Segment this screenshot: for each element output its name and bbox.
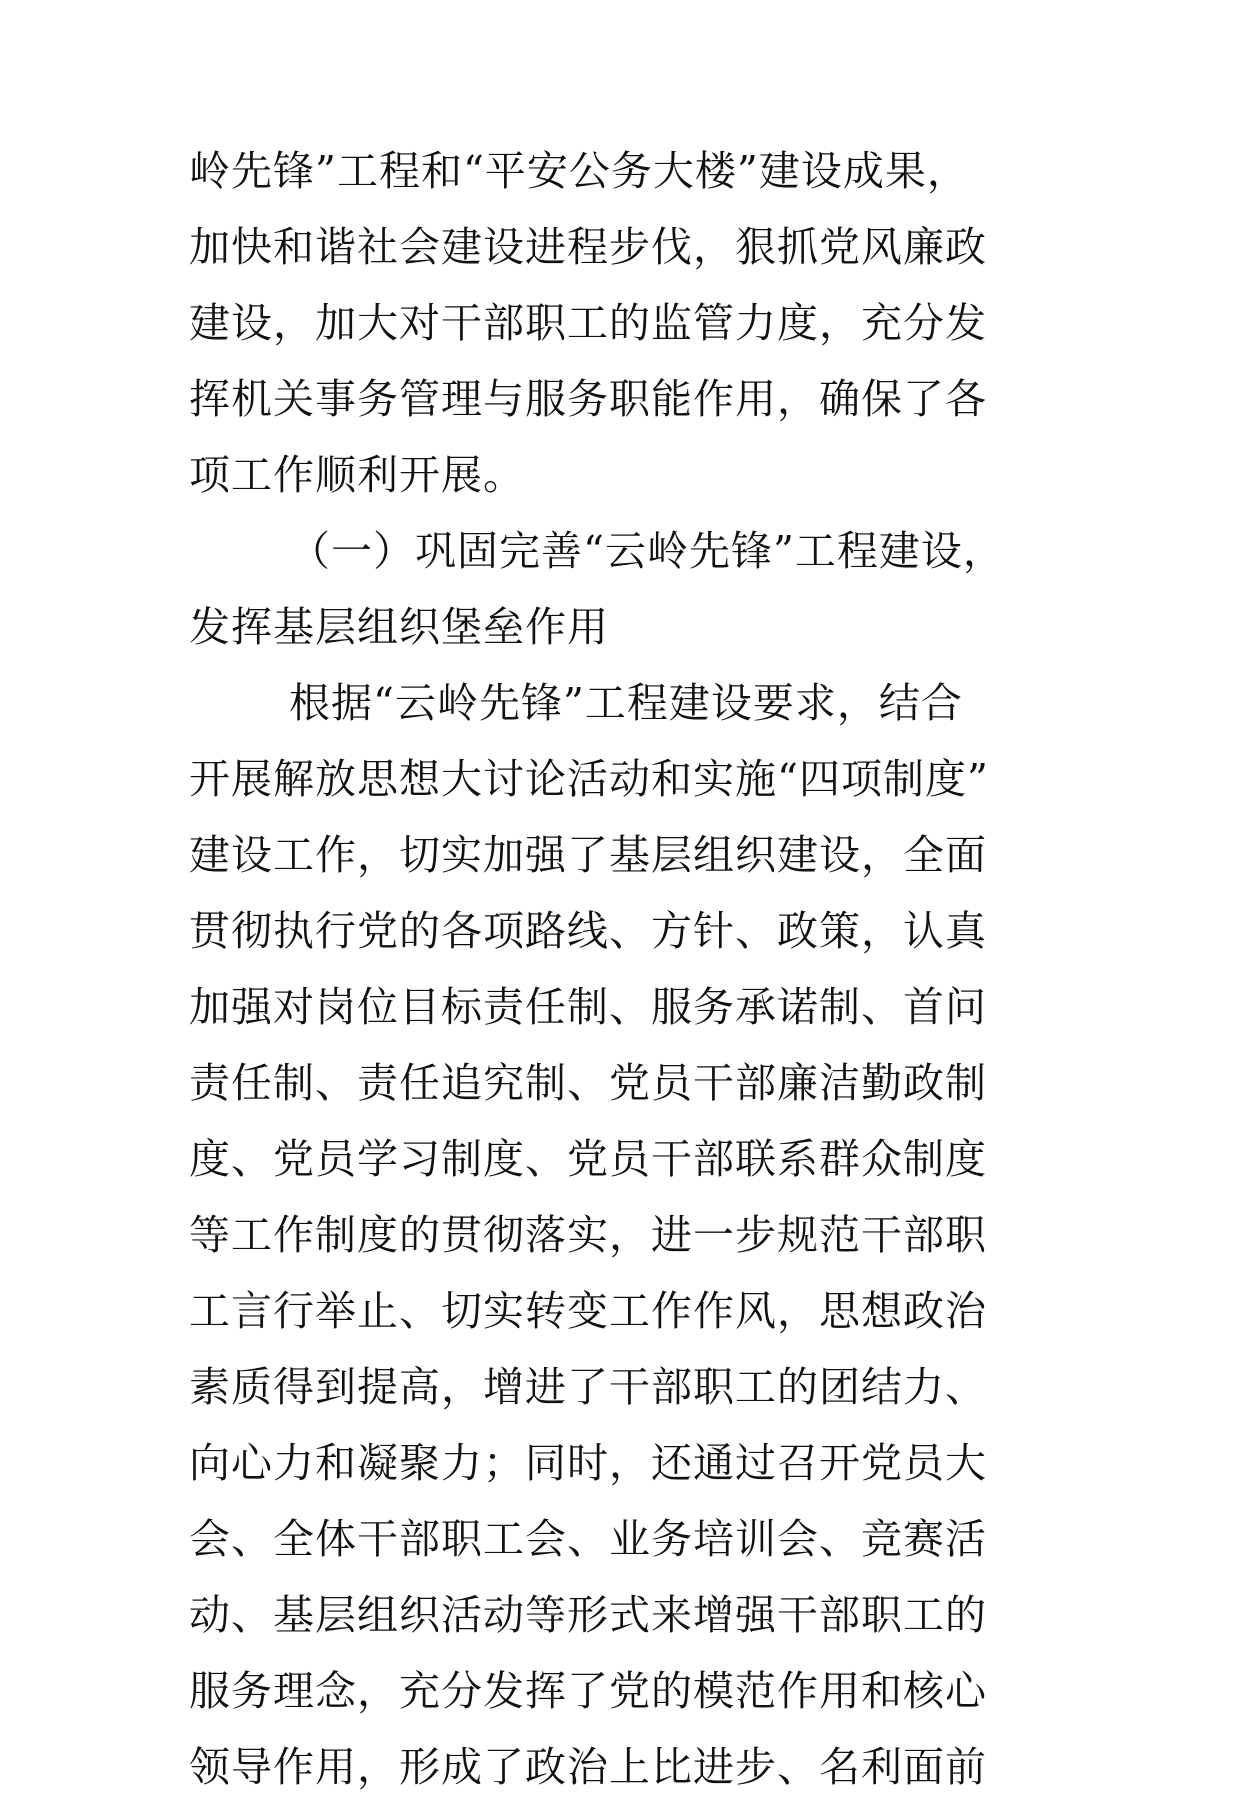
text-line: 向心力和凝聚力；同时，还通过召开党员大 <box>189 1439 987 1487</box>
document-body <box>189 133 1069 1805</box>
text-line: 加强对岗位目标责任制、服务承诺制、首问 <box>189 983 987 1031</box>
text-line: 挥机关事务管理与服务职能作用，确保了各 <box>189 375 987 423</box>
text-line: 岭先锋”工程和“平安公务大楼”建设成果， <box>189 147 969 195</box>
section-heading <box>189 513 1069 665</box>
text-line: 会、全体干部职工会、业务培训会、竞赛活 <box>189 1515 987 1563</box>
text-line: 度、党员学习制度、党员干部联系群众制度 <box>189 1135 987 1183</box>
text-line: 建设工作，切实加强了基层组织建设，全面 <box>189 831 987 879</box>
heading-line: 发挥基层组织堡垒作用 <box>189 603 609 651</box>
text-line: 根据“云岭先锋”工程建设要求，结合 <box>289 679 963 727</box>
text-line: 动、基层组织活动等形式来增强干部职工的 <box>189 1591 987 1639</box>
text-line: 素质得到提高，增进了干部职工的团结力、 <box>189 1363 987 1411</box>
text-line: 等工作制度的贯彻落实，进一步规范干部职 <box>189 1211 987 1259</box>
text-line: 贯彻执行党的各项路线、方针、政策，认真 <box>189 907 987 955</box>
text-line: 工言行举止、切实转变工作作风，思想政治 <box>189 1287 987 1335</box>
text-line: 加快和谐社会建设进程步伐，狠抓党风廉政 <box>189 223 987 271</box>
heading-line: （一）巩固完善“云岭先锋”工程建设， <box>289 527 1005 575</box>
text-line: 项工作顺利开展。 <box>189 451 525 499</box>
text-line: 领导作用，形成了政治上比进步、名利面前 <box>189 1743 987 1791</box>
text-line: 服务理念，充分发挥了党的模范作用和核心 <box>189 1667 987 1715</box>
text-line: 开展解放思想大讨论活动和实施“四项制度” <box>189 755 989 803</box>
paragraph-continued <box>189 133 1069 513</box>
text-line: 建设，加大对干部职工的监管力度，充分发 <box>189 299 987 347</box>
paragraph <box>189 665 1069 1805</box>
text-line: 责任制、责任追究制、党员干部廉洁勤政制 <box>189 1059 987 1107</box>
